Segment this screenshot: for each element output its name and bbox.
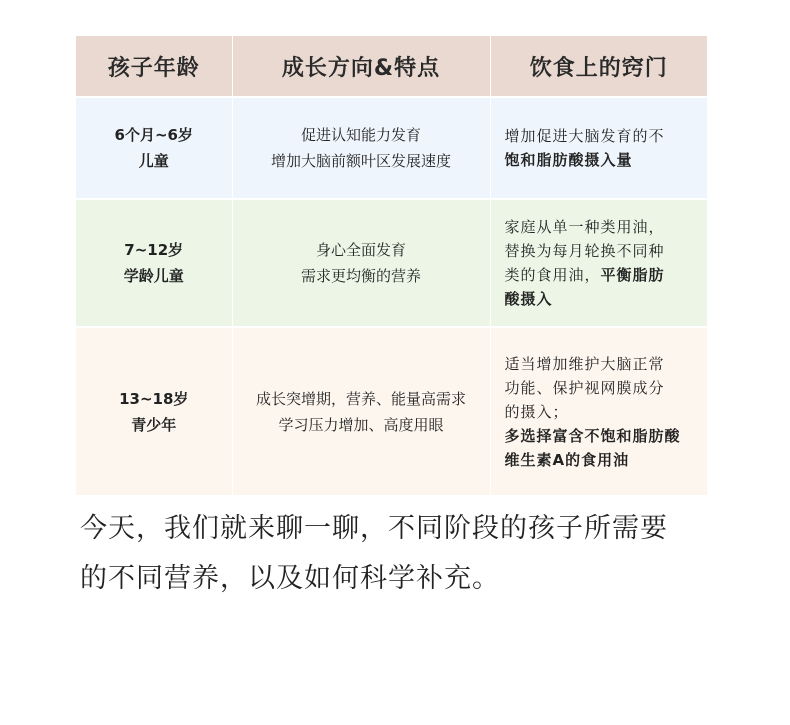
age-group: 学龄儿童 <box>123 267 184 285</box>
age-cell <box>76 327 232 496</box>
table-header-row <box>76 36 707 97</box>
paragraph-line: 今天，我们就来聊一聊，不同阶段的孩子所需要 <box>80 513 668 544</box>
direction-line: 增加大脑前额叶区发展速度 <box>270 152 451 170</box>
direction-line: 成长突增期，营养、能量高需求 <box>255 389 466 408</box>
diet-tip-cell <box>490 327 707 496</box>
direction-cell <box>232 97 490 199</box>
age-range: 13~18岁 <box>119 389 189 408</box>
age-group: 青少年 <box>131 415 177 434</box>
table-row <box>76 327 707 496</box>
diet-tip-text: 功能、保护视网膜成分 <box>504 378 665 397</box>
nutrition-table <box>76 36 707 497</box>
age-range: 7~12岁 <box>124 241 184 259</box>
intro-paragraph <box>80 504 720 604</box>
header-diet-tips: 饮食上的窍门 <box>490 36 707 97</box>
diet-tip-text: 家庭从单一种类用油， <box>504 218 665 236</box>
direction-line: 学习压力增加、高度用眼 <box>278 415 444 434</box>
diet-tip-text: 增加促进大脑发育的不 <box>504 127 665 145</box>
header-age: 孩子年龄 <box>76 36 232 97</box>
direction-line: 促进认知能力发育 <box>300 126 421 144</box>
diet-tip-text: 适当增加维护大脑正常 <box>504 354 665 373</box>
paragraph-line: 的不同营养，以及如何科学补充。 <box>80 563 500 594</box>
direction-line: 身心全面发育 <box>315 241 406 259</box>
diet-tip-text: 的摄入； <box>504 402 569 421</box>
diet-tip-mixed-line <box>505 263 698 287</box>
header-direction: 成长方向&特点 <box>232 36 490 97</box>
age-group: 儿童 <box>138 152 169 170</box>
direction-cell <box>232 327 490 496</box>
table-row <box>76 199 707 327</box>
diet-tip-emphasis: 饱和脂肪酸摄入量 <box>504 151 633 169</box>
diet-tip-emphasis: 酸摄入 <box>504 290 553 308</box>
age-range: 6个月~6岁 <box>114 126 193 144</box>
age-cell <box>76 97 232 199</box>
diet-tip-emphasis: 平衡脂肪 <box>600 266 665 284</box>
direction-line: 需求更均衡的营养 <box>300 267 421 285</box>
diet-tip-cell <box>490 97 707 199</box>
diet-tip-emphasis: 多选择富含不饱和脂肪酸 <box>504 426 681 445</box>
diet-tip-emphasis: 维生素A的食用油 <box>504 450 630 469</box>
direction-cell <box>232 199 490 327</box>
nutrition-table-container <box>76 36 707 497</box>
table-row <box>76 97 707 199</box>
age-cell <box>76 199 232 327</box>
diet-tip-cell <box>490 199 707 327</box>
diet-tip-text: 类的食用油， <box>504 266 601 284</box>
diet-tip-text: 替换为每月轮换不同种 <box>504 242 665 260</box>
